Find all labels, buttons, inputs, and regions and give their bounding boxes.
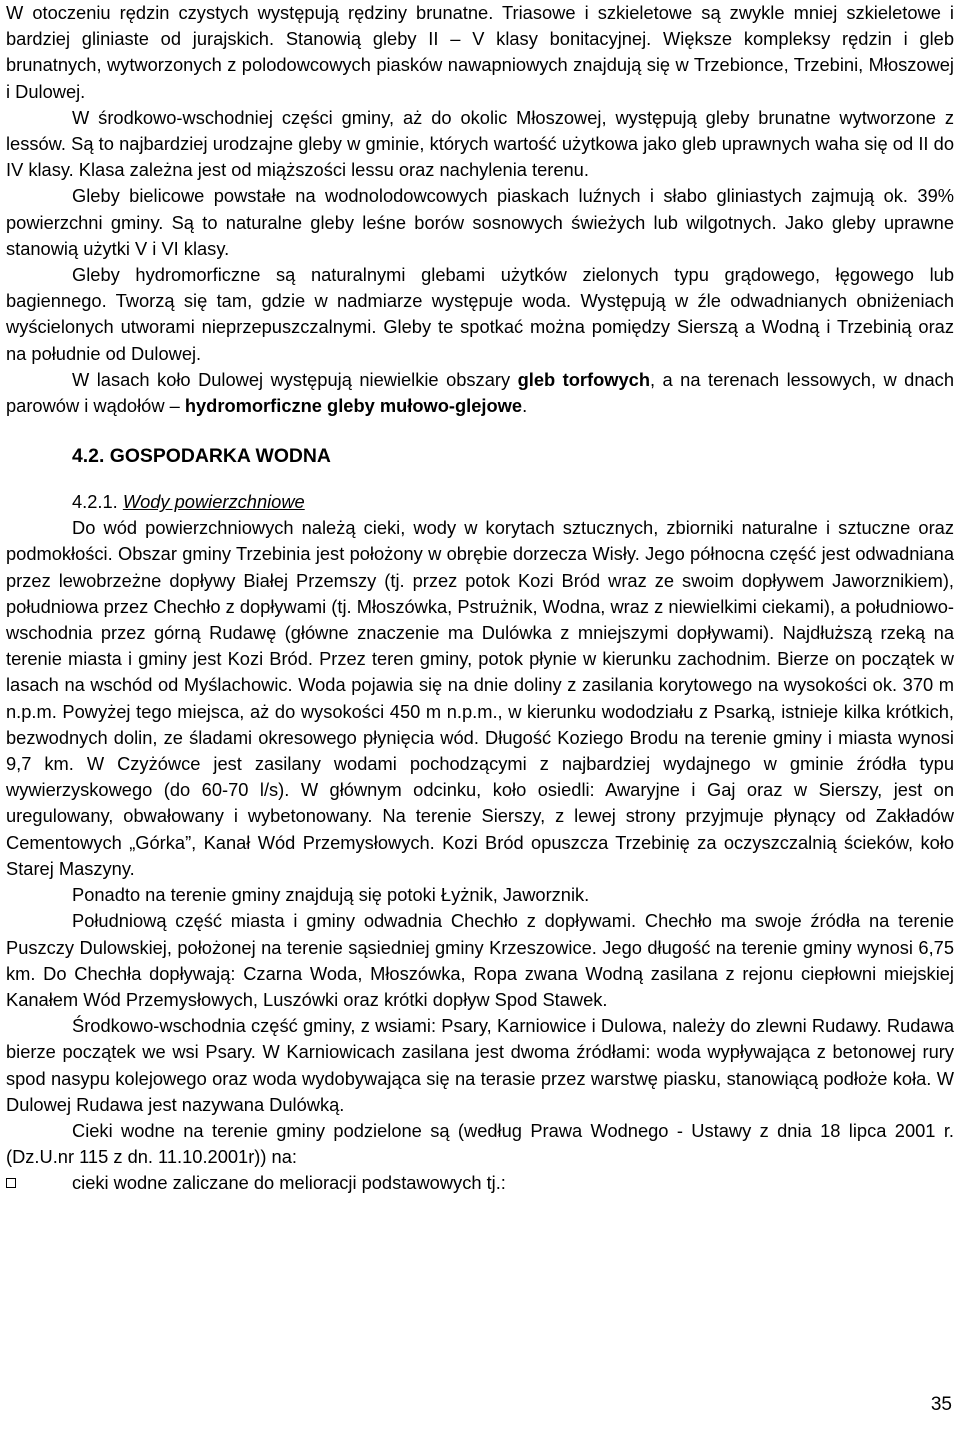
paragraph-text: , a na terenach lessowych, w dnach parowów i wądołów – [6, 368, 954, 417]
bullet-list-item [6, 1170, 954, 1196]
paragraph-streams: Ponadto na terenie gminy znajdują się potoki Łyżnik, Jaworznik. [72, 884, 590, 906]
subsection-title: Wody powierzchniowe [122, 491, 305, 513]
paragraph-rudawa: Środkowo-wschodnia część gminy, z wsiami: Psary, Karniowice i Dulowa, należy do zlewni Rudawy. Rudawa bierze początek we wsi Psary. W Karniowicach zasilana jest dwoma źródłami: woda wypływająca z betonowej rury spod nasypu kolejowego oraz woda wydobywająca się na terasie przez warstwę piasku, stanowiącą podłoże koła. W Dulowej Rudawa jest nazywana Dulówką. [6, 1015, 954, 1115]
paragraph-soils-hydromorficzne: Gleby hydromorficzne są naturalnymi glebami użytków zielonych typu grądowego, łęgowego lub bagiennego. Tworzą się tam, gdzie w nadmiarze występuje woda. Występują w źle odwadnianych obniżeniach wyścielonych utworami nieprzepuszczalnymi. Gleby te spotkać można pomiędzy Sierszą a Wodną i Trzebinią oraz na południe od Dulowej. [6, 264, 954, 364]
paragraph-soils-torfowe [6, 367, 954, 419]
paragraph-soils-bielicowe: Gleby bielicowe powstałe na wodnolodowcowych piaskach luźnych i słabo gliniastych zajmują ok. 39% powierzchni gminy. Są to naturalne gleby leśne borów sosnowych świeżych lub wilgotnych. Jako gleby uprawne stanowią użytki V i VI klasy. [6, 185, 954, 259]
paragraph-chechlo: Południową część miasta i gminy odwadnia Chechło z dopływami. Chechło ma swoje źródła na terenie Puszczy Dulowskiej, położonej na terenie sąsiedniej gminy Krzeszowice. Jego długość na terenie gminy wynosi 6,75 km. Do Chechła dopływają: Czarna Woda, Młoszówka, Ropa zwana Wodną zasilana z rejonu ciepłowni miejskiej Kanałem Wód Przemysłowych, Luszówki oraz krótki dopływ Spod Stawek. [6, 910, 954, 1010]
bold-term-mulowo-glejowe: hydromorficzne gleby mułowo-glejowe [184, 395, 523, 417]
square-bullet-icon [6, 1178, 16, 1188]
subsection-number: 4.2.1. [72, 491, 123, 513]
subsection-heading [72, 489, 954, 515]
paragraph-soils-brunatne: W środkowo-wschodniej części gminy, aż do okolic Młoszowej, występują gleby brunatne wytworzone z lessów. Są to najbardziej urodzajne gleby w gminie, których wartość użytkowa jako gleb uprawnych waha się od II do IV klasy. Klasa zależna jest od miąższości lessu oraz nachylenia terenu. [6, 106, 954, 181]
paragraph-text: . [522, 395, 528, 417]
bullet-text: cieki wodne zaliczane do melioracji podstawowych tj.: [72, 1172, 506, 1194]
paragraph-text: W lasach koło Dulowej występują niewielkie obszary [72, 368, 518, 390]
section-heading: 4.2. GOSPODARKA WODNA [72, 445, 331, 468]
paragraph-surface-waters: Do wód powierzchniowych należą cieki, wody w korytach sztucznych, zbiorniki naturalne i sztuczne oraz podmokłości. Obszar gminy Trzebinia jest położony w obrębie dorzecza Wisły. Jego północna część jest odwadniana przez lewobrzeżne dopływy Białej Przemszy (tj. przez potok Kozi Bród wraz ze swoim dopływem Jaworznikiem), południowa przez Chechło z dopływami (tj. Młoszówka, Pstrużnik, Wodna, wraz z niewielkimi ciekami), a południowo-wschodnia przez górną Rudawę (główne znaczenie ma Dulówka z mniejszymi dopływami). Najdłuższą rzeką na terenie miasta i gminy jest Kozi Bród. Przez teren gminy, potok płynie w kierunku zachodnim. Bierze on początek w lasach na wschód od Myślachowic. Woda pojawia się na dnie doliny z zasilania korytowego na wysokości ok. 370 m n.p.m. Powyżej tego miejsca, aż do wysokości 450 m n.p.m., w kierunku wododziału z Psarką, istnieje kilka krótkich, bezwodnych dolin, ze śladami okresowego płynięcia wód. Długość Koziego Brodu na terenie gminy i miasta wynosi 9,7 km. W Czyżówce jest zasilany wodami pochodzącymi z najbardziej wydajnego w gminie źródła typu wywierzyskowego (do 60-70 l/s). W głównym odcinku, koło osiedli: Awaryjne i Gaj oraz w Sierszy, jest on uregulowany, obwałowany i wybetonowany. Na terenie Sierszy, z lewej strony przyjmuje płynący od Zakładów Cementowych „Górka”, Kanał Wód Przemysłowych. Kozi Bród opuszcza Trzebinię za oczyszczalnią ścieków, koło Starej Maszyny. [6, 517, 954, 879]
paragraph-soils-redziny: W otoczeniu rędzin czystych występują rędziny brunatne. Triasowe i szkieletowe są zwykle mniej szkieletowe i bardziej gliniaste od jurajskich. Stanowią gleby II – V klasy bonitacyjnej. Większe kompleksy rędzin i gleb brunatnych, wytworzonych z polodowcowych piasków nawapniowych znajdują się w Trzebionce, Trzebini, Młoszowej i Dulowej. [6, 2, 954, 102]
paragraph-water-law: Cieki wodne na terenie gminy podzielone są (według Prawa Wodnego - Ustawy z dnia 18 lipca 2001 r. (Dz.U.nr 115 z dn. 11.10.2001r)) na: [6, 1119, 954, 1168]
bold-term-gleby-torfowe: gleb torfowych [517, 368, 650, 390]
page-number: 35 [930, 1394, 952, 1415]
